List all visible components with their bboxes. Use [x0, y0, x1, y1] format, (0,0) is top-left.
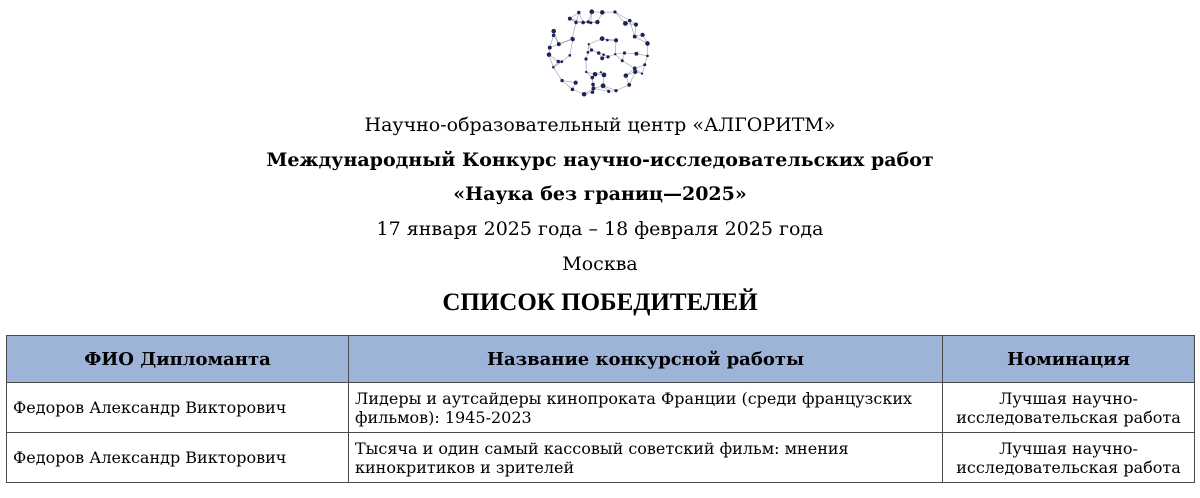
contest-dates: 17 января 2025 года – 18 февраля 2025 года	[376, 218, 824, 240]
nomination: Лучшая научно-исследовательская работа	[943, 433, 1195, 483]
winners-table	[6, 335, 1195, 483]
contest-name: «Наука без границ—2025»	[453, 183, 747, 205]
winner-name: Федоров Александр Викторович	[7, 433, 349, 483]
contest-city: Москва	[562, 253, 638, 275]
nomination: Лучшая научно-исследовательская работа	[943, 383, 1195, 433]
column-header-nomination: Номинация	[943, 336, 1195, 383]
column-header-work: Название конкурсной работы	[349, 336, 943, 383]
contest-title: Международный Конкурс научно-исследовательских работ	[266, 149, 934, 171]
organization-name: Научно-образовательный центр «АЛГОРИТМ»	[364, 114, 836, 136]
winner-name: Федоров Александр Викторович	[7, 383, 349, 433]
list-title: СПИСОК ПОБЕДИТЕЛЕЙ	[442, 289, 758, 316]
table-row	[7, 433, 1195, 483]
column-header-name: ФИО Дипломанта	[7, 336, 349, 383]
table-header-row	[7, 336, 1195, 383]
network-logo-icon	[540, 4, 656, 100]
work-title: Тысяча и один самый кассовый советский фильм: мнения кинокритиков и зрителей	[349, 433, 943, 483]
work-title: Лидеры и аутсайдеры кинопроката Франции (среди французских фильмов): 1945-2023	[349, 383, 943, 433]
table-row	[7, 383, 1195, 433]
